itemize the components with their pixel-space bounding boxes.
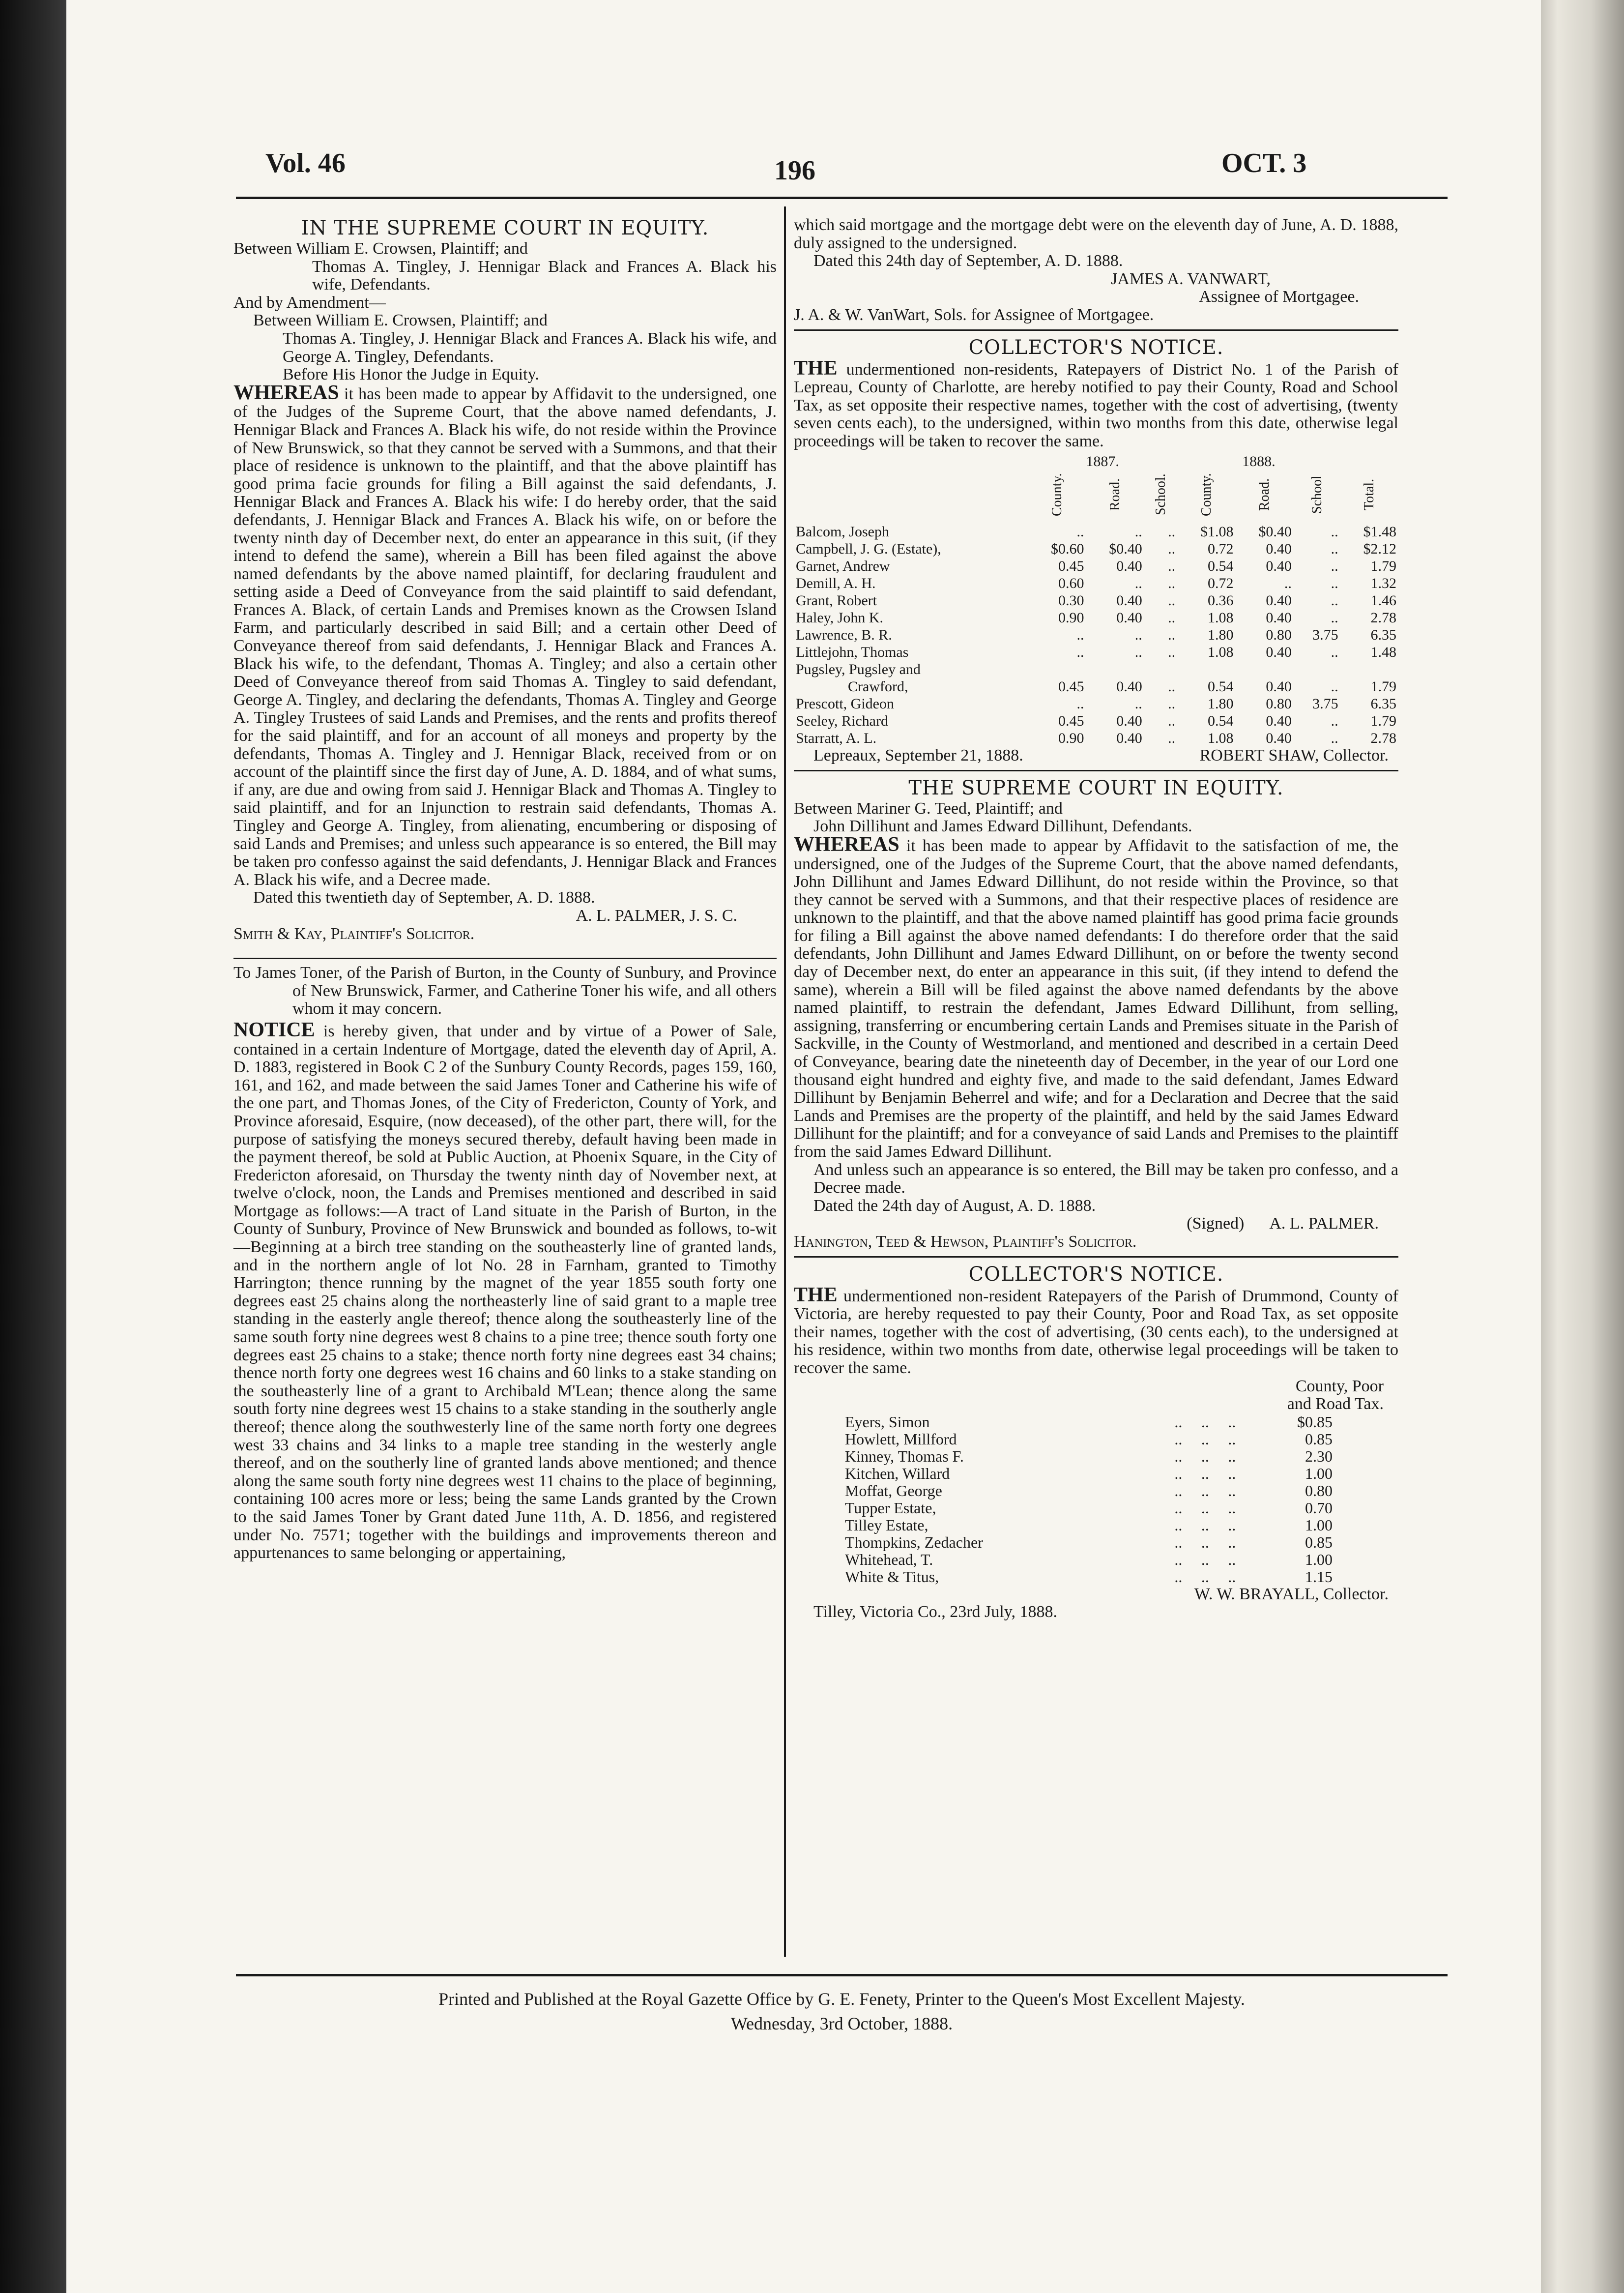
notice-title: COLLECTOR'S NOTICE. bbox=[968, 1263, 1224, 1286]
tax-rows bbox=[794, 523, 1398, 747]
leader-dots: .. bbox=[1201, 1430, 1209, 1448]
tax-amount: $2.12 bbox=[1363, 540, 1396, 557]
table-row bbox=[794, 592, 1398, 609]
leader-dots: .. bbox=[1228, 1499, 1236, 1517]
table-row bbox=[794, 644, 1398, 661]
ratepayer-name: Kinney, Thomas F. bbox=[845, 1447, 964, 1465]
notice-body: NOTICE is hereby given, that under and by virtue of a Power of Sale, contained in a certain Indenture of Mortgage, dated the eleventh day of April, A. D. 1883, registered in Book C 2 of the Sunbury County Records, pages 159, 160, 161, and 162, and made between the said James Toner and Catherine his wife of the one part, and Thomas Jones, of the City of Fredericton, County of York, and Province aforesaid, Esquire, (now deceased), of the other part, there will, for the purpose of satisfying the moneys secured thereby, default having been made in the payment thereof, be sold at Public Auction, at Phoenix Square, in the City of Fredericton aforesaid, on Thursday the twenty ninth day of November next, at twelve o'clock, noon, the Lands and Premises mentioned and described in said Mortgage as follows:—A tract of Land situate in the Parish of Burton, in the County of Sunbury, Province of New Brunswick and bounded as follows, to-wit—Beginning at a birch tree standing on the southeasterly line of granted lands, and in the northern angle of lot No. 28 in Farnham, granted to Timothy Harrington; thence running by the magnet of the year 1855 south forty one degrees east 25 chains along the northeasterly line of said grant to a maple tree standing in the easterly angle thereof; thence along the southeasterly line of the same south forty nine degrees west 8 chains to a pine tree; thence south forty one degrees east 25 chains to a stake; thence north forty nine degrees east 34 chains; thence north forty one degrees west 16 chains and 60 links to a stake standing on the southeasterly line of a grant to Archibald M'Lean; thence along the same south forty nine degrees west 15 chains to a stake standing in the southerly angle thereof; thence along the southwesterly line of the same north forty one degrees west 33 chains and 34 links to a maple tree standing in the westerly angle thereof, and on the southerly line of granted lands above mentioned; and thence along the same south forty nine degrees west 11 chains to the place of beginning, containing 100 acres more or less; being the same Lands granted by the Crown to the said James Toner by Grant dated June 11th, A. D. 1856, and registered under No. 7571; together with the buildings and improvements thereon and appurtenances to same belonging or appertaining, bbox=[233, 1018, 777, 1562]
leader-dots: .. bbox=[1174, 1567, 1183, 1586]
tax-amount: 1.15 bbox=[1305, 1567, 1333, 1586]
tax-amount: 0.80 bbox=[1266, 626, 1292, 643]
leader-dots: .. bbox=[1201, 1412, 1209, 1431]
section-rule bbox=[794, 770, 1398, 771]
table-row bbox=[794, 712, 1398, 730]
tax-amount: .. bbox=[1076, 626, 1084, 643]
tax-amount: $1.48 bbox=[1363, 523, 1396, 540]
column-header: County, Poor bbox=[1295, 1377, 1384, 1395]
tax-amount: 1.08 bbox=[1207, 609, 1234, 626]
column-header: and Road Tax. bbox=[1287, 1395, 1384, 1413]
publication-date: Wednesday, 3rd October, 1888. bbox=[730, 2014, 953, 2033]
parties-line: Between William E. Crowsen, Plaintiff; and bbox=[233, 239, 528, 258]
ratepayer-name: Littlejohn, Thomas bbox=[796, 644, 909, 660]
tax-amount bbox=[1144, 661, 1177, 678]
tax-amount: 0.45 bbox=[1058, 712, 1084, 729]
dated-line: Dated this twentieth day of September, A. D. 1888. bbox=[253, 888, 595, 907]
collector-signature: ROBERT SHAW, Collector. bbox=[1199, 746, 1389, 764]
tax-amount bbox=[1086, 661, 1144, 678]
column-divider bbox=[784, 206, 786, 1957]
table-row bbox=[843, 1499, 1334, 1517]
ratepayer-name: Eyers, Simon bbox=[845, 1412, 930, 1431]
tax-amount: 6.35 bbox=[1370, 626, 1396, 643]
leader-dots: .. bbox=[1228, 1533, 1236, 1551]
tax-amount: 1.48 bbox=[1370, 644, 1396, 660]
ratepayer-name: Moffat, George bbox=[845, 1481, 942, 1499]
tax-amount: .. bbox=[1168, 540, 1176, 557]
tax-amount: .. bbox=[1168, 558, 1176, 574]
tax-amount: 0.40 bbox=[1116, 558, 1142, 574]
column-header: Road. bbox=[1257, 478, 1273, 511]
tax-amount: 0.40 bbox=[1266, 712, 1292, 729]
tax-amount: 0.40 bbox=[1266, 644, 1292, 660]
section-rule bbox=[794, 1256, 1398, 1258]
signer-role: Assignee of Mortgagee. bbox=[1199, 288, 1359, 306]
tax-amount: 2.30 bbox=[1305, 1447, 1333, 1465]
tax-amount: 0.54 bbox=[1207, 558, 1234, 574]
tax-amount: 0.90 bbox=[1058, 609, 1084, 626]
table-row bbox=[794, 730, 1398, 747]
tax-table bbox=[794, 453, 1398, 747]
tax-amount: 1.80 bbox=[1207, 695, 1234, 712]
leader-dots: .. bbox=[1201, 1550, 1209, 1568]
printer-imprint: Printed and Published at the Royal Gazette Office by G. E. Fenety, Printer to the Queen's Most Excellent Majesty. bbox=[438, 1989, 1245, 2009]
table-row bbox=[794, 609, 1398, 626]
tax-amount: 1.08 bbox=[1207, 644, 1234, 660]
column-header: Road. bbox=[1107, 478, 1123, 511]
column-header: Total. bbox=[1362, 478, 1377, 510]
tax-amount: .. bbox=[1168, 626, 1176, 643]
table-row bbox=[843, 1413, 1334, 1431]
ratepayer-name: Demill, A. H. bbox=[796, 575, 876, 591]
notice-address: To James Toner, of the Parish of Burton, in the County of Sunbury, and Province of New Brunswick, Farmer, and Catherine Toner his wife, and all others whom it may concern. bbox=[233, 964, 777, 1018]
tax-amount: .. bbox=[1076, 523, 1084, 540]
leader-dots: .. bbox=[1201, 1516, 1209, 1534]
tax-amount: .. bbox=[1168, 712, 1176, 729]
judge-signature: A. L. PALMER, J. S. C. bbox=[576, 906, 737, 925]
table-row bbox=[843, 1448, 1334, 1465]
leader-dots: .. bbox=[1201, 1533, 1209, 1551]
parties-line: Between Mariner G. Teed, Plaintiff; and bbox=[794, 799, 1063, 818]
notice-body: THE undermentioned non-residents, Ratepayers of District No. 1 of the Parish of Lepreau, County of Charlotte, are hereby notified to pay their County, Road and School Tax, as set opposite their respective names, together with the cost of advertising, (twenty seven cents each), to the undersigned, within two months from this date, otherwise legal proceedings will be taken to recover the same. bbox=[794, 356, 1398, 450]
leader-dots: .. bbox=[1174, 1481, 1183, 1499]
tax-amount: 1.00 bbox=[1305, 1464, 1333, 1482]
tax-amount: 1.00 bbox=[1305, 1550, 1333, 1568]
mortgage-sale-notice bbox=[233, 964, 777, 1562]
solicitor-line: Hanington, Teed & Hewson, Plaintiff's Solicitor. bbox=[794, 1232, 1137, 1251]
tax-amount: 3.75 bbox=[1312, 695, 1338, 712]
tax-amount: .. bbox=[1076, 695, 1084, 712]
parties-line: Before His Honor the Judge in Equity. bbox=[283, 365, 539, 384]
lead-word: WHEREAS bbox=[233, 381, 339, 404]
table-row bbox=[794, 523, 1398, 540]
section-rule bbox=[794, 329, 1398, 331]
notice-body: WHEREAS it has been made to appear by Affidavit to the undersigned, one of the Judges of the Supreme Court, that the above named defendants, J. Hennigar Black and Frances A. Black his wife, do not reside within the Province of New Brunswick, so that they cannot be served with a Summons, and that their place of residence is unknown to the plaintiff, and that the above plaintiff has good prima facie grounds for filing a Bill against the said defendants, J. Hennigar Black and Frances A. Black his wife: I do hereby order, that the said defendants, J. Hennigar Black and Frances A. Black his wife, on or before the twenty ninth day of December next, do enter an appearance in this suit, (if they intend to defend the same), wherein a Bill has been filed against the above named defendants by the above named plaintiff, for declaring fraudulent and setting aside a Deed of Conveyance from the said plaintiff to said defendant, Frances A. Black, of certain Lands and Premises known as the Crowsen Island Farm, and particularly described in said Bill; and a certain other Deed of Conveyance thereof from said defendants, J. Hennigar Black and Frances A. Black his wife, to the defendant, Thomas A. Tingley; and also a certain other Deed of Conveyance thereof from said Thomas A. Tingley to said defendant, George A. Tingley, and declaring the defendants, Thomas A. Tingley and George A. Tingley Trustees of said Lands and Premises, and the rents and profits thereof for the said plaintiff, and for an account of all moneys and property by the defendants, Thomas A. Tingley and J. Hennigar Black, received from or on account of the plaintiff since the first day of June, A. D. 1884, and of what sums, if any, are due and owing from said J. Hennigar Black and Thomas A. Tingley to said plaintiff, and for an Injunction to restrain said defendants, Thomas A. Tingley and George A. Tingley, from alienating, encumbering or disposing of said Lands and Premises; and unless such appearance is so entered, the Bill may be taken pro confesso against the said defendants, J. Hennigar Black and Frances A. Black his wife, and a Decree made. bbox=[233, 381, 777, 889]
ratepayer-name: Prescott, Gideon bbox=[796, 695, 894, 712]
lead-word: WHEREAS bbox=[794, 833, 899, 856]
tax-amount: 1.08 bbox=[1207, 730, 1234, 746]
ratepayer-name: Campbell, J. G. (Estate), bbox=[796, 540, 941, 557]
tax-amount: .. bbox=[1331, 644, 1338, 660]
ratepayer-name: Crawford, bbox=[848, 678, 908, 695]
table-row bbox=[794, 540, 1398, 558]
tax-amount: 0.45 bbox=[1058, 558, 1084, 574]
leader-dots: .. bbox=[1228, 1550, 1236, 1568]
tax-amount: 1.46 bbox=[1370, 592, 1396, 609]
tax-amount: 1.80 bbox=[1207, 626, 1234, 643]
tax-amount: 0.40 bbox=[1116, 678, 1142, 695]
tax-amount bbox=[1177, 661, 1235, 678]
tax-amount: 0.90 bbox=[1058, 730, 1084, 746]
binding-gutter bbox=[0, 0, 66, 2293]
tax-amount: .. bbox=[1331, 592, 1338, 609]
solicitor-line: J. A. & W. VanWart, Sols. for Assignee of Mortgagee. bbox=[794, 305, 1154, 324]
tax-amount: 0.85 bbox=[1305, 1533, 1333, 1551]
ratepayer-name: Howlett, Millford bbox=[845, 1430, 957, 1448]
table-row bbox=[843, 1568, 1334, 1586]
tax-amount: .. bbox=[1168, 730, 1176, 746]
tax-amount: .. bbox=[1076, 644, 1084, 660]
ratepayer-name: Pugsley, Pugsley and bbox=[796, 661, 921, 677]
tax-rows bbox=[843, 1413, 1334, 1586]
leader-dots: .. bbox=[1174, 1430, 1183, 1448]
tax-amount: $0.40 bbox=[1258, 523, 1292, 540]
tax-amount: 2.78 bbox=[1370, 609, 1396, 626]
page-number: 196 bbox=[774, 155, 815, 186]
lead-word: THE bbox=[794, 356, 838, 380]
tax-amount: .. bbox=[1331, 558, 1338, 574]
tax-amount: .. bbox=[1331, 540, 1338, 557]
tax-amount: .. bbox=[1134, 695, 1142, 712]
column-header: School. bbox=[1153, 473, 1168, 515]
tax-amount: 1.00 bbox=[1305, 1516, 1333, 1534]
tax-amount: 0.45 bbox=[1058, 678, 1084, 695]
tax-amount: .. bbox=[1331, 523, 1338, 540]
ratepayer-name: Kitchen, Willard bbox=[845, 1464, 950, 1482]
tax-amount: .. bbox=[1134, 626, 1142, 643]
table-row bbox=[843, 1517, 1334, 1534]
leader-dots: .. bbox=[1228, 1430, 1236, 1448]
parties-line: Between William E. Crowsen, Plaintiff; and bbox=[253, 311, 548, 330]
tax-amount: 0.40 bbox=[1266, 592, 1292, 609]
tax-amount: $1.08 bbox=[1200, 523, 1234, 540]
ratepayer-name: Grant, Robert bbox=[796, 592, 877, 609]
tax-amount: 0.54 bbox=[1207, 712, 1234, 729]
place-date: Lepreaux, September 21, 1888. bbox=[813, 746, 1023, 765]
tax-amount: 6.35 bbox=[1370, 695, 1396, 712]
tax-amount: 0.72 bbox=[1207, 575, 1234, 591]
equity-notice-crowsen bbox=[233, 216, 777, 943]
tax-amount: 0.36 bbox=[1207, 592, 1234, 609]
leader-dots: .. bbox=[1228, 1567, 1236, 1586]
tax-amount: 1.79 bbox=[1370, 678, 1396, 695]
tax-amount: .. bbox=[1168, 695, 1176, 712]
leader-dots: .. bbox=[1228, 1412, 1236, 1431]
table-row bbox=[843, 1431, 1334, 1448]
tax-amount: 0.30 bbox=[1058, 592, 1084, 609]
tax-amount: .. bbox=[1134, 644, 1142, 660]
ratepayer-name: Whitehead, T. bbox=[845, 1550, 933, 1568]
year-header: 1887. bbox=[1086, 453, 1119, 470]
leader-dots: .. bbox=[1174, 1550, 1183, 1568]
section-rule bbox=[233, 958, 777, 959]
ratepayer-name: Starratt, A. L. bbox=[796, 730, 877, 746]
leader-dots: .. bbox=[1228, 1516, 1236, 1534]
tax-amount: .. bbox=[1168, 523, 1176, 540]
volume-label: Vol. 46 bbox=[265, 148, 346, 178]
leader-dots: .. bbox=[1174, 1499, 1183, 1517]
tax-amount: 0.60 bbox=[1058, 575, 1084, 591]
ratepayer-name: Haley, John K. bbox=[796, 609, 884, 626]
column-header: School bbox=[1309, 475, 1325, 514]
notice-body: WHEREAS it has been made to appear by Affidavit to the satisfaction of me, the undersigned, one of the Judges of the Supreme Court, that the above named defendants, John Dillihunt and James Edward Dillihunt, do not reside within the Province, so that they cannot be served with a Summons, and that their respective places of residence are unknown to the plaintiff, and that the above named plaintiff has good prima facie grounds for filing a Bill against the above named defendants: I do therefore order that the said defendants, John Dillihunt and James Edward Dillihunt, on or before the twenty second day of December next, do enter an appearance in this suit, (if they intend to defend the same), wherein a Bill will be filed against the above named defendants by the above named plaintiff, to restrain the defendant, James Edward Dillihunt, from selling, assigning, transferring or encumbering certain Lands and Premises situate in the Parish of Sackville, in the County of Westmorland, and mentioned and described in a certain Deed of Conveyance, bearing date the nineteenth day of December, in the year of our Lord one thousand eight hundred and eighty five, and made to the said defendant, James Edward Dillihunt by Benjamin Beherrel and wife; and for a Declaration and Decree that the said Lands and Premises are the property of the plaintiff, and held by the said James Edward Dillihunt for the plaintiff; and for a conveyance of said Lands and Premises to the plaintiff from the said James Edward Dillihunt. bbox=[794, 833, 1399, 1161]
ratepayer-name: Tilley Estate, bbox=[845, 1516, 928, 1534]
table-row bbox=[794, 695, 1398, 712]
ratepayer-name: Garnet, Andrew bbox=[796, 558, 890, 574]
table-row bbox=[794, 558, 1398, 575]
tax-amount: 0.40 bbox=[1116, 592, 1142, 609]
tax-amount: 3.75 bbox=[1312, 626, 1338, 643]
table-row bbox=[794, 575, 1398, 592]
leader-dots: .. bbox=[1174, 1516, 1183, 1534]
notice-body-2: And unless such an appearance is so entered, the Bill may be taken pro confesso, and a Decree made. bbox=[813, 1160, 1398, 1197]
issue-date: OCT. 3 bbox=[1221, 148, 1307, 178]
tax-amount: .. bbox=[1331, 575, 1338, 591]
header-rule bbox=[236, 197, 1448, 199]
tax-amount: .. bbox=[1168, 678, 1176, 695]
tax-amount: 0.40 bbox=[1116, 609, 1142, 626]
collector-notice-lepreau bbox=[794, 336, 1398, 765]
leader-dots: .. bbox=[1174, 1464, 1183, 1482]
tax-amount: 0.80 bbox=[1305, 1481, 1333, 1499]
tax-amount: .. bbox=[1331, 609, 1338, 626]
parties-line: Thomas A. Tingley, J. Hennigar Black and Frances A. Black his wife, Defendants. bbox=[312, 257, 777, 294]
leader-dots: .. bbox=[1174, 1447, 1183, 1465]
dated-line: Dated this 24th day of September, A. D. 1888. bbox=[813, 252, 1123, 270]
tax-amount: .. bbox=[1134, 575, 1142, 591]
parties-line: John Dillihunt and James Edward Dillihunt, Defendants. bbox=[813, 817, 1192, 836]
ratepayer-name: White & Titus, bbox=[845, 1567, 939, 1586]
leader-dots: .. bbox=[1201, 1447, 1209, 1465]
tax-amount: 1.32 bbox=[1370, 575, 1396, 591]
right-column bbox=[794, 216, 1398, 1621]
place-date: Tilley, Victoria Co., 23rd July, 1888. bbox=[813, 1603, 1058, 1621]
tax-amount: .. bbox=[1331, 712, 1338, 729]
tax-amount: .. bbox=[1331, 678, 1338, 695]
lead-word: THE bbox=[794, 1283, 838, 1306]
lead-word: NOTICE bbox=[233, 1018, 315, 1041]
table-row bbox=[794, 661, 1398, 678]
tax-amount: 0.40 bbox=[1266, 558, 1292, 574]
notice-title: COLLECTOR'S NOTICE. bbox=[968, 336, 1224, 359]
tax-table bbox=[843, 1413, 1334, 1586]
judge-signature: (Signed) A. L. PALMER. bbox=[1187, 1214, 1379, 1233]
left-column bbox=[233, 216, 777, 1562]
tax-amount bbox=[1340, 661, 1398, 678]
table-row bbox=[843, 1482, 1334, 1499]
tax-amount: $0.60 bbox=[1050, 540, 1084, 557]
tax-amount: 0.40 bbox=[1266, 609, 1292, 626]
tax-amount: .. bbox=[1134, 523, 1142, 540]
tax-amount: 2.78 bbox=[1370, 730, 1396, 746]
tax-amount: 0.80 bbox=[1266, 695, 1292, 712]
column-header: County. bbox=[1049, 472, 1065, 516]
tax-amount: 0.54 bbox=[1207, 678, 1234, 695]
tax-amount: 0.72 bbox=[1207, 540, 1234, 557]
tax-amount: $0.85 bbox=[1297, 1412, 1333, 1431]
mortgage-sale-continued bbox=[794, 216, 1398, 324]
tax-amount: $0.40 bbox=[1109, 540, 1142, 557]
leader-dots: .. bbox=[1174, 1533, 1183, 1551]
table-row bbox=[843, 1534, 1334, 1551]
tax-amount: .. bbox=[1168, 575, 1176, 591]
tax-amount bbox=[1028, 661, 1086, 678]
tax-amount: .. bbox=[1168, 592, 1176, 609]
table-row bbox=[794, 626, 1398, 644]
leader-dots: .. bbox=[1201, 1464, 1209, 1482]
ratepayer-name: Tupper Estate, bbox=[845, 1499, 936, 1517]
ratepayer-name: Lawrence, B. R. bbox=[796, 626, 892, 643]
ratepayer-name: Thompkins, Zedacher bbox=[845, 1533, 983, 1551]
leader-dots: .. bbox=[1201, 1481, 1209, 1499]
leader-dots: .. bbox=[1174, 1412, 1183, 1431]
tax-amount: .. bbox=[1168, 644, 1176, 660]
table-row bbox=[794, 678, 1398, 695]
tax-amount bbox=[1294, 661, 1340, 678]
tax-amount: 0.40 bbox=[1266, 540, 1292, 557]
notice-title: THE SUPREME COURT IN EQUITY. bbox=[908, 776, 1284, 799]
table-row bbox=[843, 1465, 1334, 1482]
collector-notice-drummond bbox=[794, 1263, 1398, 1621]
leader-dots: .. bbox=[1228, 1481, 1236, 1499]
parties-line: And by Amendment— bbox=[233, 293, 386, 312]
solicitor-line: Smith & Kay, Plaintiff's Solicitor. bbox=[233, 924, 475, 943]
tax-amount: .. bbox=[1168, 609, 1176, 626]
notice-title: IN THE SUPREME COURT IN EQUITY. bbox=[301, 217, 709, 239]
tax-amount bbox=[1235, 661, 1293, 678]
gazette-page bbox=[66, 0, 1541, 2293]
tax-amount: 0.85 bbox=[1305, 1430, 1333, 1448]
tax-amount: 1.79 bbox=[1370, 558, 1396, 574]
tax-amount: .. bbox=[1284, 575, 1292, 591]
tax-amount: 0.40 bbox=[1116, 730, 1142, 746]
tax-amount: 0.40 bbox=[1266, 730, 1292, 746]
leader-dots: .. bbox=[1228, 1464, 1236, 1482]
table-row bbox=[843, 1551, 1334, 1568]
tax-amount: 0.40 bbox=[1266, 678, 1292, 695]
tax-amount: 1.79 bbox=[1370, 712, 1396, 729]
tax-amount: .. bbox=[1331, 730, 1338, 746]
dated-line: Dated the 24th day of August, A. D. 1888. bbox=[813, 1196, 1096, 1215]
collector-signature: W. W. BRAYALL, Collector. bbox=[1194, 1585, 1389, 1603]
page-edge bbox=[1541, 0, 1624, 2293]
tax-amount: 0.70 bbox=[1305, 1499, 1333, 1517]
footer-rule bbox=[236, 1974, 1448, 1976]
column-header: County. bbox=[1198, 472, 1214, 516]
leader-dots: .. bbox=[1228, 1447, 1236, 1465]
parties-line: Thomas A. Tingley, J. Hennigar Black and Frances A. Black his wife, and George A. Tingley, Defendants. bbox=[283, 329, 777, 366]
ratepayer-name: Balcom, Joseph bbox=[796, 523, 889, 540]
notice-continued: which said mortgage and the mortgage debt were on the eleventh day of June, A. D. 1888, duly assigned to the undersigned. bbox=[794, 216, 1398, 252]
notice-body: THE undermentioned non-resident Ratepayers of the Parish of Drummond, County of Victoria, are hereby requested to pay their County, Poor and Road Tax, as set opposite their names, together with the cost of advertising, (30 cents each), to the undersigned at his residence, within two months from date, otherwise legal proceedings will be taken to recover the same. bbox=[794, 1283, 1398, 1377]
signer-name: JAMES A. VANWART, bbox=[1111, 269, 1271, 288]
ratepayer-name: Seeley, Richard bbox=[796, 712, 888, 729]
year-header: 1888. bbox=[1242, 453, 1276, 470]
leader-dots: .. bbox=[1201, 1567, 1209, 1586]
tax-amount: 0.40 bbox=[1116, 712, 1142, 729]
equity-notice-teed bbox=[794, 776, 1398, 1251]
leader-dots: .. bbox=[1201, 1499, 1209, 1517]
